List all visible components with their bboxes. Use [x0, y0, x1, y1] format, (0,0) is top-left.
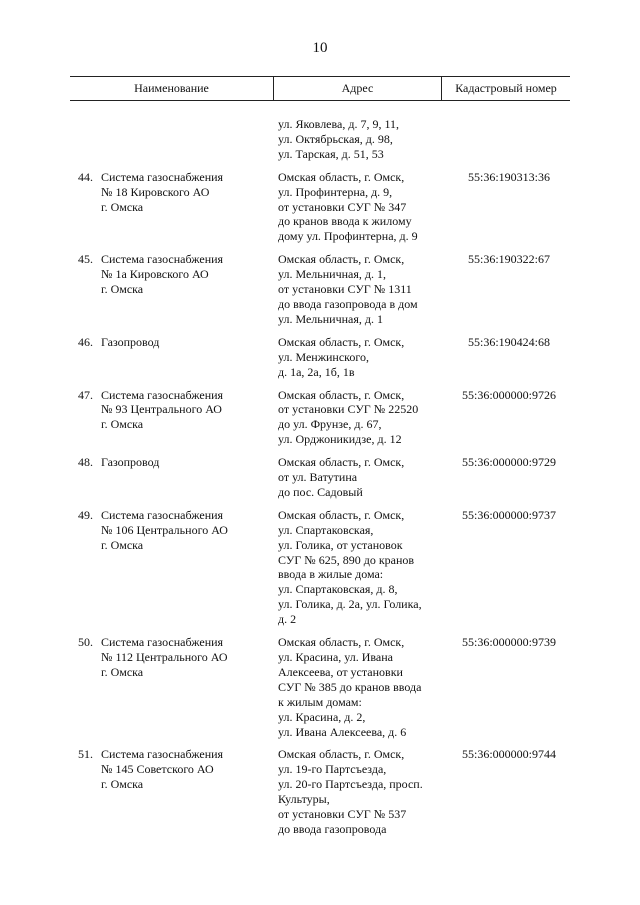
address-line: от установки СУГ № 1311	[278, 282, 412, 297]
address	[278, 747, 448, 836]
address-line: от установки СУГ № 347	[278, 199, 407, 214]
address-line: ввода в жилые дома:	[278, 567, 384, 582]
object-name	[101, 508, 271, 553]
object-name-line: № 18 Кировского АО	[101, 184, 210, 199]
address-line: ул. Спартаковская,	[278, 522, 374, 537]
row-number: 45.	[78, 252, 93, 267]
cadastral-number: 55:36:190424:68	[467, 334, 550, 349]
table-row	[0, 117, 640, 162]
cadastral-number: 55:36:000000:9739	[461, 635, 556, 650]
address-line: ул. Тарская, д. 51, 53	[278, 146, 384, 161]
address-line: ул. Орджоникидзе, д. 12	[278, 432, 402, 447]
address-line: Омская область, г. Омск,	[278, 455, 405, 470]
address-line: дому ул. Профинтерна, д. 9	[278, 229, 418, 244]
object-name-line: Газопровод	[101, 334, 160, 349]
object-name	[101, 388, 271, 433]
object-name-line: Газопровод	[101, 455, 160, 470]
address-line: от установки СУГ № 537	[278, 807, 407, 822]
address-line: от ул. Ватутина	[278, 470, 358, 485]
table-row	[0, 335, 640, 380]
address	[278, 170, 448, 245]
address-line: ул. Яковлева, д. 7, 9, 11,	[278, 117, 400, 131]
table-body	[0, 117, 640, 845]
table-row	[0, 747, 640, 836]
object-name-line: Система газоснабжения	[101, 387, 224, 402]
object-name	[101, 455, 271, 470]
object-name-line: № 106 Центрального АО	[101, 522, 228, 537]
object-name-line: г. Омска	[101, 664, 144, 679]
address-line: д. 1а, 2а, 1б, 1в	[278, 364, 355, 379]
address-line: ул. 19-го Партсъезда,	[278, 762, 387, 777]
cadastral-number: 55:36:000000:9737	[461, 507, 556, 522]
address-line: СУГ № 385 до кранов ввода	[278, 679, 422, 694]
address-line: Омская область, г. Омск,	[278, 334, 405, 349]
row-number: 47.	[78, 387, 93, 402]
address-line: Омская область, г. Омск,	[278, 169, 405, 184]
table-row	[0, 252, 640, 327]
object-name-line: Система газоснабжения	[101, 252, 224, 267]
address-line: Алексеева, от установки	[278, 664, 403, 679]
address-line: ул. Ивана Алексеева, д. 6	[278, 724, 407, 739]
address	[278, 388, 448, 448]
object-name-line: г. Омска	[101, 417, 144, 432]
address-line: до кранов ввода к жилому	[278, 214, 412, 229]
address-line: Омская область, г. Омск,	[278, 635, 405, 650]
table-row	[0, 455, 640, 500]
address-line: Культуры,	[278, 792, 330, 807]
object-name	[101, 335, 271, 350]
address-line: СУГ № 625, 890 до кранов	[278, 552, 415, 567]
address-line: Омская область, г. Омск,	[278, 507, 405, 522]
address-line: до ввода газопровода	[278, 821, 387, 836]
address-line: ул. Октябрьская, д. 98,	[278, 131, 393, 146]
object-name-line: № 1а Кировского АО	[101, 267, 209, 282]
table-header	[70, 76, 570, 101]
object-name-line: Система газоснабжения	[101, 635, 224, 650]
table-row	[0, 388, 640, 448]
object-name-line: г. Омска	[101, 537, 144, 552]
address	[278, 508, 448, 627]
cadastral-number: 55:36:000000:9726	[461, 387, 556, 402]
address-line: ул. Голика, д. 2а, ул. Голика,	[278, 597, 422, 612]
address-line: ул. Красина, д. 2,	[278, 709, 366, 724]
row-number: 44.	[78, 169, 93, 184]
address	[278, 117, 448, 162]
object-name-line: г. Омска	[101, 282, 144, 297]
object-name	[101, 747, 271, 792]
address-line: Омская область, г. Омск,	[278, 747, 405, 762]
address-line: Омская область, г. Омск,	[278, 387, 405, 402]
address-line: ул. Профинтерна, д. 9,	[278, 184, 393, 199]
cadastral-number: 55:36:000000:9744	[461, 747, 556, 762]
cadastral-number: 55:36:190322:67	[467, 252, 550, 267]
address-line: до ул. Фрунзе, д. 67,	[278, 417, 382, 432]
object-name	[101, 252, 271, 297]
table-row	[0, 170, 640, 245]
header-name: Наименование	[70, 77, 274, 100]
address-line: к жилым домам:	[278, 694, 362, 709]
address-line: ул. Спартаковская, д. 8,	[278, 582, 398, 597]
object-name-line: Система газоснабжения	[101, 507, 224, 522]
address	[278, 635, 448, 739]
row-number: 49.	[78, 507, 93, 522]
address-line: ул. Мельничная, д. 1,	[278, 267, 387, 282]
address	[278, 455, 448, 500]
address-line: д. 2	[278, 612, 297, 627]
row-number: 51.	[78, 747, 93, 762]
object-name	[101, 170, 271, 215]
address-line: ул. Менжинского,	[278, 349, 370, 364]
address-line: до пос. Садовый	[278, 484, 363, 499]
table-row	[0, 635, 640, 739]
address-line: ул. Голика, от установок	[278, 537, 403, 552]
address-line: до ввода газопровода в дом	[278, 296, 418, 311]
row-number: 50.	[78, 635, 93, 650]
page-number: 10	[312, 40, 328, 56]
object-name	[101, 635, 271, 680]
header-cadastral-number: Кадастровый номер	[455, 81, 557, 95]
cadastral-number: 55:36:190313:36	[467, 169, 550, 184]
address-line: ул. Мельничная, д. 1	[278, 311, 384, 326]
address-line: ул. 20-го Партсъезда, просп.	[278, 777, 423, 792]
object-name-line: г. Омска	[101, 199, 144, 214]
address-line: от установки СУГ № 22520	[278, 402, 419, 417]
row-number: 48.	[78, 455, 93, 470]
cadastral-number: 55:36:000000:9729	[461, 455, 556, 470]
address	[278, 335, 448, 380]
object-name-line: Система газоснабжения	[101, 169, 224, 184]
table-row	[0, 508, 640, 627]
row-number: 46.	[78, 334, 93, 349]
object-name-line: № 112 Центрального АО	[101, 650, 228, 664]
address-line: ул. Красина, ул. Ивана	[278, 650, 393, 664]
object-name-line: № 93 Центрального АО	[101, 402, 222, 417]
object-name-line: № 145 Советского АО	[101, 762, 214, 777]
address	[278, 252, 448, 327]
object-name-line: г. Омска	[101, 777, 144, 792]
header-address: Адрес	[274, 77, 442, 100]
object-name-line: Система газоснабжения	[101, 747, 224, 762]
address-line: Омская область, г. Омск,	[278, 252, 405, 267]
